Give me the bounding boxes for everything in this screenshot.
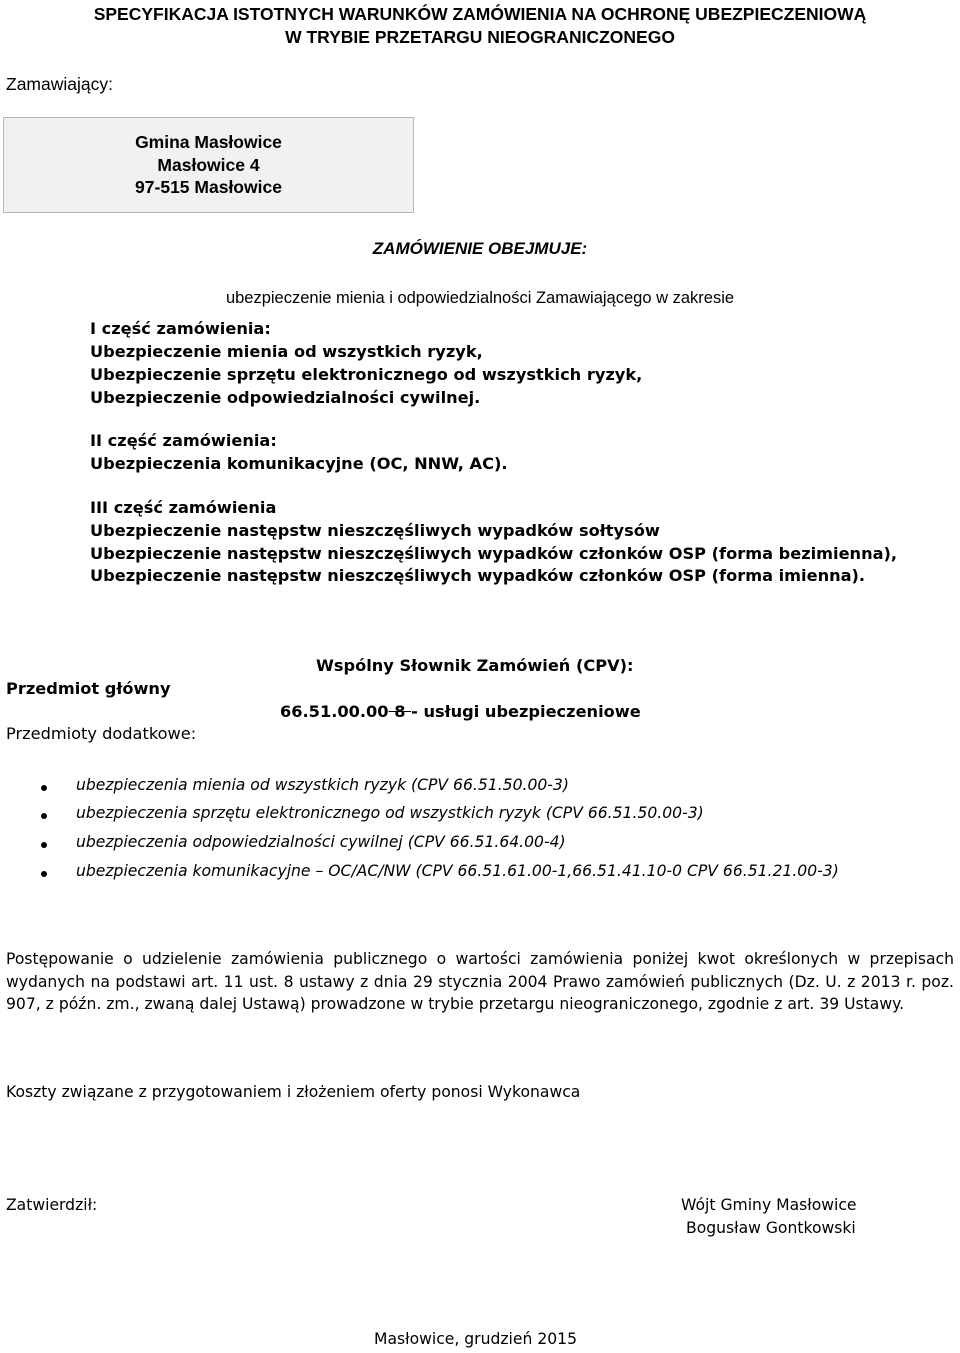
cpv-code-number: 66.51.00.00 (280, 702, 389, 721)
part3-item: Ubezpieczenie następstw nieszczęśliwych wypadków sołtysów (90, 521, 660, 540)
cpv-additional-item: ubezpieczenia sprzętu elektronicznego od wszystkich ryzyk (CPV 66.51.50.00-3) (76, 804, 704, 822)
approval-role: Wójt Gminy Masłowice (681, 1196, 857, 1214)
cpv-additional-item: ubezpieczenia odpowiedzialności cywilnej (CPV 66.51.64.00-4) (76, 833, 566, 851)
part1-title: I część zamówienia: (90, 319, 271, 338)
cpv-main-code (280, 702, 641, 721)
document-title-line1: SPECYFIKACJA ISTOTNYCH WARUNKÓW ZAMÓWIENIA NA OCHRONĘ UBEZPIECZENIOWĄ (93, 4, 867, 24)
scope-heading: ZAMÓWIENIE OBEJMUJE: (372, 239, 588, 258)
approval-label: Zatwierdził: (6, 1196, 98, 1214)
part1-item: Ubezpieczenie sprzętu elektronicznego od wszystkich ryzyk, (90, 365, 643, 384)
part1-item: Ubezpieczenie mienia od wszystkich ryzyk, (90, 342, 483, 361)
orderer-label: Zamawiający: (6, 74, 113, 94)
cpv-code-separator: 8 (388, 702, 412, 721)
cpv-additional-item: ubezpieczenia mienia od wszystkich ryzyk (CPV 66.51.50.00-3) (76, 776, 569, 794)
cpv-additional-item: ubezpieczenia komunikacyjne – OC/AC/NW (CPV 66.51.61.00-1,66.51.41.10-0 CPV 66.51.21.00-3) (76, 862, 839, 880)
approval-name: Bogusław Gontkowski (686, 1219, 856, 1237)
part3-item: Ubezpieczenie następstw nieszczęśliwych wypadków członków OSP (forma imienna). (90, 566, 866, 585)
scope-intro: ubezpieczenie mienia i odpowiedzialności Zamawiającego w zakresie (225, 289, 735, 307)
bullet-icon (41, 871, 47, 877)
cpv-additional-label: Przedmioty dodatkowe: (6, 724, 197, 743)
bullet-icon (41, 813, 47, 819)
cpv-main-label: Przedmiot główny (6, 679, 171, 698)
bullet-icon (41, 785, 47, 791)
place-date: Masłowice, grudzień 2015 (374, 1330, 578, 1348)
orderer-city: 97-515 Masłowice (135, 177, 282, 197)
procedure-paragraph: Postępowanie o udzielenie zamówienia publicznego o wartości zamówienia poniżej kwot określonych w przepisach wydanych na podstawi art. 11 ust. 8 ustawy z dnia 29 stycznia 2004 Prawo zamówień publicznych (Dz. U. z 2013 r. poz. 907, z późn. zm., zwaną dalej Ustawą) prowadzone w trybie przetargu nieograniczonego, zgodnie z art. 39 Ustawy. (6, 950, 954, 1014)
cpv-heading: Wspólny Słownik Zamówień (CPV): (316, 656, 634, 675)
costs-statement: Koszty związane z przygotowaniem i złożeniem oferty ponosi Wykonawca (6, 1083, 581, 1101)
cpv-code-description: - usługi ubezpieczeniowe (411, 702, 641, 721)
part3-title: III część zamówienia (90, 498, 277, 517)
orderer-name: Gmina Masłowice (135, 132, 282, 152)
part3-item: Ubezpieczenie następstw nieszczęśliwych wypadków członków OSP (forma bezimienna), (90, 544, 898, 563)
orderer-street: Masłowice 4 (157, 155, 260, 175)
part2-item: Ubezpieczenia komunikacyjne (OC, NNW, AC). (90, 454, 508, 473)
part1-item: Ubezpieczenie odpowiedzialności cywilnej. (90, 388, 481, 407)
part2-title: II część zamówienia: (90, 431, 277, 450)
bullet-icon (41, 842, 47, 848)
document-title-line2: W TRYBIE PRZETARGU NIEOGRANICZONEGO (285, 27, 675, 47)
